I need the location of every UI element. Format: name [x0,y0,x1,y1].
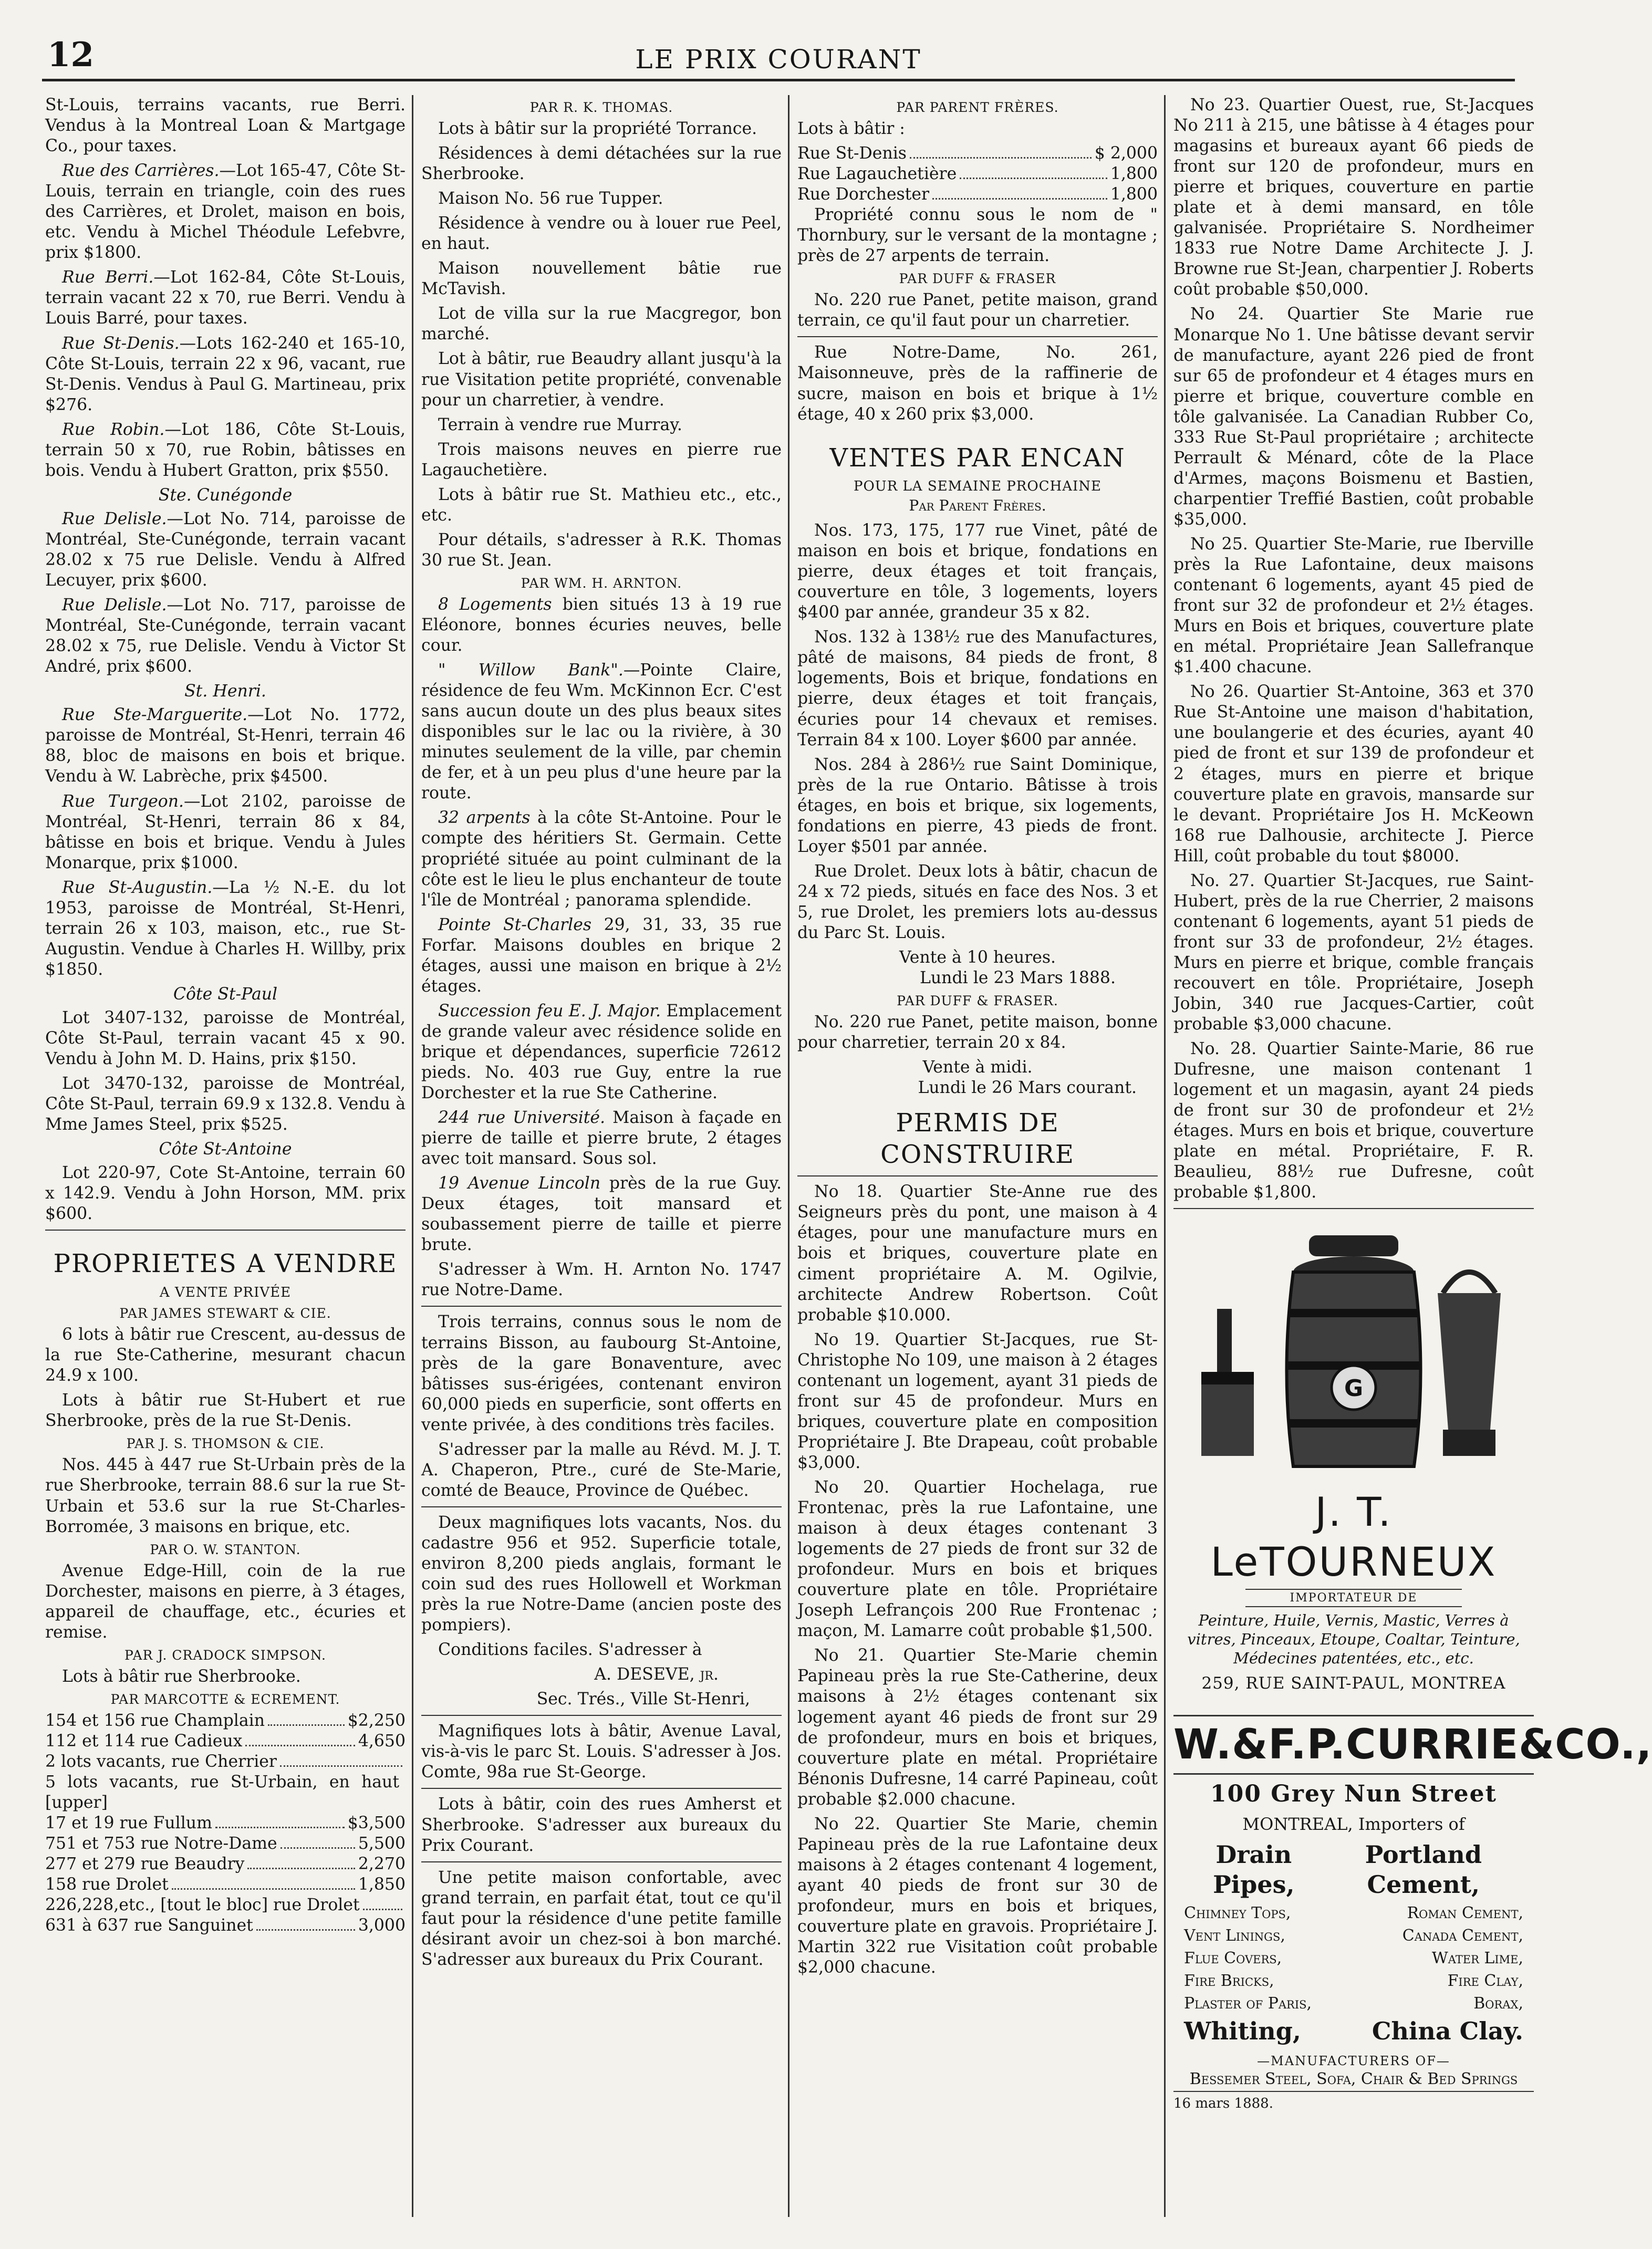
newspaper-title: LE PRIX COURANT [635,44,922,75]
place-heading: Côte St-Paul [173,984,278,1004]
sale-entry: Rue Delisle.—Lot No. 714, paroisse de Montréal, Ste-Cunégonde, terrain vacant 28.02 x 75 rue Delisle. Vendu à Alfred Lecuyer, prix $600. [45,509,406,590]
product-row: Vent Linings, Canada Cement, [1184,1926,1523,1945]
sale-time: Vente à midi. [922,1058,1033,1077]
signature-title: Sec. Trés., Ville St-Henri, [536,1690,750,1709]
firm-name: W.&F.P.CURRIE&CO., [1173,1715,1534,1775]
listing: S'adresser à Wm. H. Arnton No. 1747 rue Notre-Dame. [421,1260,782,1300]
paint-barrel-brushes-icon [1196,1230,1511,1482]
listing: Trois maisons neuves en pierre rue Lagauchetière. [421,440,782,480]
agent-heading: PAR PARENT FRÈRES. [896,100,1059,115]
listing: 8 Logements bien situés 13 à 19 rue Eléonore, bonnes écuries neuves, belle cour. [421,595,782,655]
column-1 [42,95,409,2217]
product-row: Fire Bricks, Fire Clay, [1184,1972,1523,1991]
listing: 244 rue Université. Maison à façade en pierre de taille et pierre brute, 2 étages avec toit mansard. Sous sol. [421,1108,782,1169]
agent-heading: PAR R. K. THOMAS. [529,100,673,115]
agent-heading: Par Parent Frères. [909,497,1046,515]
sale-entry: Rue St-Denis.—Lots 162-240 et 165-10, Côte St-Louis, terrain 22 x 96, vacant, rue St-Denis. Vendus à Paul G. Martineau, prix $276. [45,334,406,414]
listing: Rue Drolet. Deux lots à bâtir, chacun de 24 x 72 pieds, situés en face des Nos. 3 et 5, rue Drolet, les premiers lots au-dessus du Parc St. Louis. [797,861,1158,942]
sale-entry: Lot 3470-132, paroisse de Montréal, Côte St-Paul, terrain 69.9 x 132.8. Vendu à Mme James Steel, prix $525. [45,1074,406,1134]
product-row: Drain Pipes, Portland Cement, [1213,1840,1482,1899]
permit-entry: No 25. Quartier Ste-Marie, rue Iberville près la Rue Lafontaine, deux maisons contenant 6 logements, ayant 45 pied de front sur 32 de profondeur et 2½ étages. Murs en Bois et briques, couverture plate en métal. Propriétaire Jean Sallefranque $1.400 chacune. [1173,534,1534,677]
listing: Maison nouvellement bâtie rue McTavish. [421,259,782,299]
listing: Trois terrains, connus sous le nom de terrains Bisson, au faubourg St-Antoine, près de la gare Bonaventure, avec bâtisses sus-érigées, contenant environ 60,000 pieds en superficie, sont offerts en vente privée, à des conditions très faciles. [421,1313,782,1434]
advertiser-role: IMPORTATEUR DE [1245,1589,1462,1607]
agent-heading: PAR MARCOTTE & ECREMENT. [110,1691,340,1707]
sale-time: Vente à 10 heures. [899,948,1056,967]
listing: Propriété connu sous le nom de " Thornbury, sur le versant de la montagne ; près de 27 arpents de terrain. [797,205,1158,266]
listing: Magnifiques lots à bâtir, Avenue Laval, vis-à-vis le parc St. Louis. S'adresser à Jos. Comte, 98a rue St-George. [421,1722,782,1782]
listing: Lots à bâtir rue St. Mathieu etc., etc., etc. [421,485,782,525]
signature: A. DESEVE, jr. [594,1665,719,1684]
product-row: Chimney Tops, Roman Cement, [1184,1903,1523,1922]
price-row: 17 et 19 rue Fullum $3,500 [45,1814,406,1833]
price-list [45,1711,406,1936]
price-row: 2 lots vacants, rue Cherrier [45,1752,406,1772]
advertisement-letourneux [1173,1230,1534,1693]
listing: Lots à bâtir rue Sherbrooke. [62,1667,301,1686]
sale-date: Lundi le 23 Mars 1888. [919,969,1116,988]
agent-heading: PAR J. CRADOCK SIMPSON. [124,1647,326,1663]
permit-entry: No 26. Quartier St-Antoine, 363 et 370 Rue St-Antoine une maison d'habitation, une boulangerie et des écuries, ayant 40 pied de front et sur 139 de profondeur et 2 étages, murs en pierre et brique couverture plate en gravois, mansarde sur le devant. Propriétaire Jos H. McKeown 168 rue Dalhousie, architecte J. Pierce Hill, coût probable du tout $8000. [1173,682,1534,866]
section-subtitle: POUR LA SEMAINE PROCHAINE [853,478,1102,495]
page-number: 12 [47,35,95,75]
price-row: 154 et 156 rue Champlain $2,250 [45,1711,406,1730]
listing: Nos. 445 à 447 rue St-Urbain près de la rue Sherbrooke, terrain 88.6 sur la rue St-Urbain et 53.6 sur la rue St-Charles-Borromée, 3 maisons en brique, etc. [45,1455,406,1536]
permit-entry: No 22. Quartier Ste Marie, chemin Papineau près de la rue Lafontaine deux maisons à 2 étages contenant 4 logement, ayant 40 pieds de front sur 30 de profondeur, murs en bois et briques, couverture plate en gravois. Propriétaire J. Martin 322 rue Visitation coût probable $2,000 chacune. [797,1814,1158,1977]
price-row: 631 à 637 rue Sanguinet 3,000 [45,1916,406,1935]
listing: No. 220 rue Panet, petite maison, bonne pour charretier, terrain 20 x 84. [797,1013,1158,1053]
price-row: 112 et 114 rue Cadieux 4,650 [45,1731,406,1751]
price-row: 277 et 279 rue Beaudry 2,270 [45,1855,406,1874]
divider [421,1788,782,1789]
price-row: 158 rue Drolet 1,850 [45,1875,406,1894]
place-heading: St. Henri. [184,682,266,701]
advertiser-address: 259, RUE SAINT-PAUL, MONTREA [1201,1674,1506,1693]
listing: Deux magnifiques lots vacants, Nos. du cadastre 956 et 952. Superficie totale, environ 8,200 pieds anglais, formant le coin sud des rues Hollowell et Workman près la rue Notre-Dame (ancien poste des pompiers). [421,1513,782,1635]
manufacturers-heading: —MANUFACTURERS OF— [1257,2054,1450,2069]
sale-entry: Rue St-Augustin.—La ½ N.-E. du lot 1953, paroisse de Montréal, St-Henri, terrain 26 x 103, maison, etc., rue St-Augustin. Vendue à Charles H. Willby, prix $1850. [45,878,406,979]
price-row: 5 lots vacants, rue St-Urbain, en haut [upper] [45,1772,399,1813]
listing: Nos. 284 à 286½ rue Saint Dominique, près de la rue Ontario. Bâtisse à trois étages, en bois et brique, six logements, fondations en pierre, 43 pieds de front. Loyer $501 par année. [797,755,1158,856]
divider [421,1506,782,1507]
price-row: 226,228,etc., [tout le bloc] rue Drolet [45,1895,406,1915]
column-4 [1170,95,1652,2217]
listing: Conditions faciles. S'adresser à [438,1640,702,1660]
listing: 6 lots à bâtir rue Crescent, au-dessus de la rue Ste-Catherine, mesurant chacun 24.9 x 100. [45,1325,406,1386]
agent-heading: PAR J. S. THOMSON & CIE. [126,1436,325,1452]
agent-heading: PAR DUFF & FRASER [899,271,1056,287]
listing: Lots à bâtir : [797,119,905,138]
masthead [42,21,1515,81]
permit-entry: No. 28. Quartier Sainte-Marie, 86 rue Dufresne, une maison contenant 1 logement et un magasin, ayant 24 pieds de front sur 30 de profondeur et 2½ étages. Murs en bois et brique, couverture plate en métal. Propriétaire, F. R. Beaulieu, 88½ rue Dufresne, coût probable $1,800. [1173,1039,1534,1202]
divider [797,336,1158,337]
product-row: Whiting, China Clay. [1184,2017,1523,2046]
product-row: Flue Covers, Water Lime, [1184,1949,1523,1967]
columns [42,95,1652,2217]
listing: Pour détails, s'adresser à R.K. Thomas 30 rue St. Jean. [421,530,782,570]
listing: Nos. 132 à 138½ rue des Manufactures, pâté de maisons, 84 pieds de front, 8 logements, Bois et brique, fondations en pierre, deux étages et toit français, écuries pour 14 chevaux et remises. Terrain 84 x 100. Loyer $600 par année. [797,628,1158,749]
ad-date: 16 mars 1888. [1173,2096,1273,2112]
listing: Lots à bâtir sur la propriété Torrance. [438,119,757,138]
product-list: Peinture, Huile, Vernis, Mastic, Verres à vitres, Pinceaux, Etoupe, Coaltar, Teinture, Médecines patentées, etc., etc. [1187,1611,1520,1668]
sale-entry: Rue Berri.—Lot 162-84, Côte St-Louis, terrain vacant 22 x 70, rue Berri. Vendu à Louis Barré, pour taxes. [45,268,406,328]
barrel-letter: G [1344,1375,1364,1402]
listing: Pointe St-Charles 29, 31, 33, 35 rue Forfar. Maisons doubles en brique 2 étages, aussi une maison en brique à 2½ étages. [421,915,782,996]
place-heading: Ste. Cunégonde [158,485,293,505]
agent-heading: PAR JAMES STEWART & CIE. [119,1306,331,1321]
divider [421,1715,782,1716]
firm-importers: MONTREAL, Importers of [1242,1814,1465,1834]
manufactured-items: Bessemer Steel, Sofa, Chair & Bed Springs [1173,2069,1534,2092]
listing: 19 Avenue Lincoln près de la rue Guy. Deux étages, toit mansard et soubassement pierre de taille et pierre brute. [421,1174,782,1255]
permit-entry: No 19. Quartier St-Jacques, rue St-Christophe No 109, une maison à 2 étages contenant un logement, ayant 31 pieds de front sur 45 de profondeur. Murs en briques, couverture plate en composition Propriétaire J. Bte Drapeau, coût probable $3,000. [797,1330,1158,1472]
listing: No. 220 rue Panet, petite maison, grand terrain, ce qu'il faut pour un charretier. [797,290,1158,330]
price-row: Rue Lagauchetière 1,800 [797,164,1158,184]
permit-entry: No 24. Quartier Ste Marie rue Monarque No 1. Une bâtisse devant servir de manufacture, ayant 226 pied de front sur 65 de profondeur et 4 étages murs en pierre et brique, couverture comble en tôle galvanisée. La Canadian Rubber Co, 333 Rue St-Paul propriétaire ; architecte Perrault & Ménard, côte de la Place d'Armes, maçons Boismenu et Bastien, charpentier Treffié Bastien, coût probable $35,000. [1173,305,1534,529]
divider [421,1861,782,1862]
place-heading: Côte St-Antoine [159,1140,292,1159]
divider [421,1306,782,1307]
listing: 32 arpents à la côte St-Antoine. Pour le compte des héritiers St. Germain. Cette propriété située au point culminant de la côte est le lieu le plus enchanteur de toute l'île de Montréal ; panorama splendide. [421,808,782,910]
listing: Lots à bâtir rue St-Hubert et rue Sherbrooke, près de la rue St-Denis. [45,1391,406,1431]
listing: Résidence à vendre ou à louer rue Peel, en haut. [421,214,782,254]
listing: Lots à bâtir, coin des rues Amherst et Sherbrooke. S'adresser aux bureaux du Prix Courant. [421,1795,782,1855]
listing: Une petite maison confortable, avec grand terrain, en parfait état, tout ce qu'il faut pour la résidence d'une petite famille désirant avoir un chez-soi à bon marché. S'adresser aux bureaux du Prix Courant. [421,1868,782,1969]
sale-date: Lundi le 26 Mars courant. [918,1078,1137,1098]
advertisement-currie [1173,1715,1652,2112]
listing: S'adresser par la malle au Révd. M. J. T. A. Chaperon, Ptre., curé de Ste-Marie, comté de Beauce, Province de Québec. [421,1440,782,1500]
listing: Nos. 173, 175, 177 rue Vinet, pâté de maison en bois et brique, fondations en pierre, deux étages et toit français, couverture en tôle, 3 logements, loyers $400 par année, grandeur 35 x 82. [797,521,1158,622]
price-row: Rue St-Denis $ 2,000 [797,144,1158,163]
listing: Lot de villa sur la rue Macgregor, bon marché. [421,304,782,344]
permit-entry: No. 27. Quartier St-Jacques, rue Saint-Hubert, près de la rue Cherrier, 2 maisons contenant 6 logements, ayant 51 pieds de front sur 33 de profondeur, 2½ étages. Murs en pierre et brique, comble français recouvert en tôle. Propriétaire, Joseph Jobin, 340 rue Jacques-Cartier, coût probable $3,000 chacune. [1173,871,1534,1034]
listing: Succession feu E. J. Major. Emplacement de grande valeur avec résidence solide en brique et dépendances, superficie 72612 pieds. No. 403 rue Guy, entre la rue Dorchester et la rue Ste Catherine. [421,1001,782,1103]
sale-entry: Rue des Carrières.—Lot 165-47, Côte St-Louis, terrain en triangle, coin des rues des Carrières, et Drolet, maison en bois, etc. Vendu à Michel Théodule Lefebvre, prix $1800. [45,161,406,263]
sale-entry: Lot 220-97, Cote St-Antoine, terrain 60 x 142.9. Vendu à John Horson, MM. prix $600. [45,1163,406,1224]
divider [1173,1208,1534,1209]
permit-entry: No 23. Quartier Ouest, rue, St-Jacques No 211 à 215, une bâtisse à 4 étages pour magasins et bureaux ayant 66 pieds de front sur 120 de profondeur, murs en pierre et briques, couverture en partie plate et à demi mansard, en tôle galvanisée. Propriétaire S. Nordheimer 1833 rue Notre Dame Architecte J. J. Browne rue St-Jean, charpentier J. Roberts coût probable $50,000. [1173,96,1534,299]
permit-entry: No 18. Quartier Ste-Anne rue des Seigneurs près du pont, une maison à 4 étages, pour une manufacture murs en bois et briques, couverture plate en ciment propriétaire A. M. Ogilvie, architecte Andrew Robertson. Coût probable $10.000. [797,1182,1158,1325]
agent-heading: PAR WM. H. ARNTON. [521,575,682,591]
column-2 [418,95,785,2217]
listing: Maison No. 56 rue Tupper. [438,189,663,209]
advertiser-name: J. T. LeTOURNEUX [1210,1488,1497,1585]
section-title-proprietes: PROPRIETES A VENDRE [53,1249,398,1279]
sale-entry: Rue Delisle.—Lot No. 717, paroisse de Montréal, Ste-Cunégonde, terrain vacant 28.02 x 75, rue Delisle. Vendu à Victor St André, prix $600. [45,596,406,676]
agent-heading: PAR DUFF & FRASER. [897,993,1058,1009]
listing: Résidences à demi détachées sur la rue Sherbrooke. [421,144,782,184]
section-title-permis: PERMIS DE CONSTRUIRE [880,1108,1075,1169]
divider [797,1175,1158,1176]
sale-entry: Rue Robin.—Lot 186, Côte St-Louis, terrain 50 x 70, rue Robin, bâtisses en bois. Vendu à Hubert Gratton, prix $550. [45,420,406,480]
listing: Rue Notre-Dame, No. 261, Maisonneuve, près de la raffinerie de sucre, maison en bois et brique à 1½ étage, 40 x 260 prix $3,000. [797,343,1158,424]
sale-entry: St-Louis, terrains vacants, rue Berri. Vendus à la Montreal Loan & Martgage Co., pour taxes. [45,96,406,156]
listing: Terrain à vendre rue Murray. [438,415,682,434]
permit-entry: No 21. Quartier Ste-Marie chemin Papineau près la rue Ste-Catherine, deux maisons à 2½ étages contenant six logement ayant 46 pieds de front sur 29 de profondeur, murs en bois et briques, couverture plate en métal. Propriétaire Bénonis Dufresne, 14 carré Papineau, coût probable $2.000 chacune. [797,1646,1158,1809]
agent-heading: PAR O. W. STANTON. [150,1542,301,1557]
column-3 [794,95,1161,2217]
section-subtitle: A VENTE PRIVÉE [159,1284,292,1300]
divider [45,1230,406,1231]
listing: Lot à bâtir, rue Beaudry allant jusqu'à la rue Visitation petite propriété, convenable pour un charretier, à vendre. [421,349,782,410]
price-row: Rue Dorchester 1,800 [797,185,1158,204]
section-title-ventes: VENTES PAR ENCAN [829,443,1126,473]
product-row: Plaster of Paris, Borax, [1184,1994,1523,2013]
permit-entry: No 20. Quartier Hochelaga, rue Frontenac, près la rue Lafontaine, une maison à deux étages contenant 3 logements de 27 pieds de front sur 32 de profondeur. Murs en bois et briques couverture plate en tôle. Propriétaire Joseph Lefrançois 200 Rue Frontenac ; maçon, M. Lamarre coût probable $1,500. [797,1477,1158,1641]
firm-street: 100 Grey Nun Street [1210,1781,1497,1808]
listing: " Willow Bank".—Pointe Claire, résidence de feu Wm. McKinnon Ecr. C'est sans aucun doute un des plus beaux sites disponibles sur le lac ou la rivière, à 30 minutes seulement de la ville, par chemin de fer, et à un peu plus d'une heure par la route. [421,661,782,803]
price-row: 751 et 753 rue Notre-Dame 5,500 [45,1834,406,1854]
listing: Avenue Edge-Hill, coin de la rue Dorchester, maisons en pierre, à 3 étages, appareil de chauffage, etc., écuries et remise. [45,1561,406,1642]
sale-entry: Lot 3407-132, paroisse de Montréal, Côte St-Paul, terrain vacant 45 x 90. Vendu à John M. D. Hains, prix $150. [45,1008,406,1069]
sale-entry: Rue Ste-Marguerite.—Lot No. 1772, paroisse de Montréal, St-Henri, terrain 46 88, bloc de maisons en bois et brique. Vendu à W. Labrèche, prix $4500. [45,705,406,786]
sale-entry: Rue Turgeon.—Lot 2102, paroisse de Montréal, St-Henri, terrain 86 x 84, bâtisse en bois et brique. Vendu à Jules Monarque, prix $1000. [45,792,406,872]
